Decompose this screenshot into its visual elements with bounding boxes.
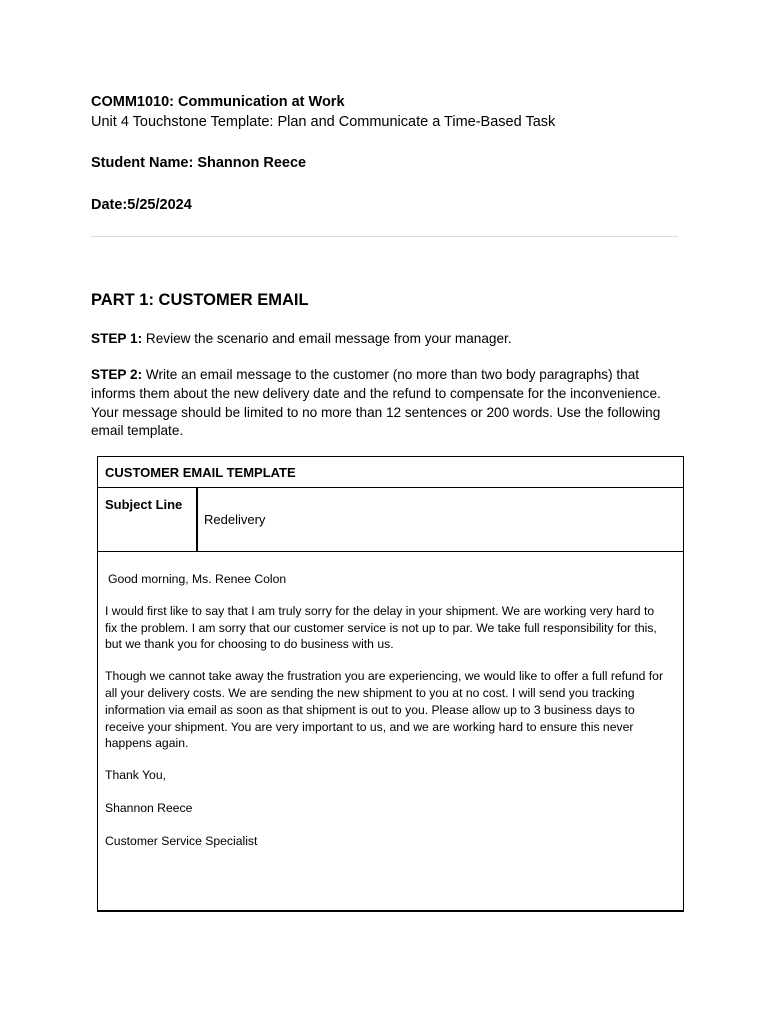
signer-title: Customer Service Specialist <box>105 833 258 848</box>
signer-name: Shannon Reece <box>105 800 193 815</box>
step-2-line: Your message should be limited to no more than 12 sentences or 200 words. Use the following <box>91 404 661 420</box>
step-1-label: STEP 1: <box>91 331 143 346</box>
part-heading: PART 1: CUSTOMER EMAIL <box>91 291 309 309</box>
step-1 <box>91 330 512 347</box>
step-2-line: informs them about the new delivery date and the refund to compensate for the inconvenience. <box>91 385 661 401</box>
template-title: CUSTOMER EMAIL TEMPLATE <box>105 465 296 480</box>
email-paragraph-2: Though we cannot take away the frustration you are experiencing, we would like to offer a full refund for all your delivery costs. We are sending the new shipment to you at no cost. I will send you tracking information via email as soon as that shipment is out to you. Please allow up to 3 business days to receive your shipment. You are very important to us, and we are working hard to ensure this never happens again. <box>105 669 664 751</box>
step-1-text: Review the scenario and email message from your manager. <box>142 331 512 346</box>
course-title: COMM1010: Communication at Work <box>91 94 345 110</box>
section-divider <box>91 236 678 237</box>
subject-value: Redelivery <box>204 512 266 527</box>
template-header-row <box>98 457 683 488</box>
student-name: Student Name: Shannon Reece <box>91 155 307 171</box>
unit-title: Unit 4 Touchstone Template: Plan and Communicate a Time-Based Task <box>91 114 556 130</box>
email-paragraph-1: I would first like to say that I am truly sorry for the delay in your shipment. We are working very hard to fix the problem. I am sorry that our customer service is not up to par. We take full responsibility for this, but we thank you for choosing to do business with us. <box>105 603 657 652</box>
email-body <box>105 571 680 850</box>
email-closing: Thank You, <box>105 768 166 783</box>
subject-label: Subject Line <box>105 497 183 512</box>
cell-divider <box>196 488 198 551</box>
subject-row <box>98 488 683 552</box>
email-greeting: Good morning, Ms. Renee Colon <box>108 572 287 586</box>
step-2-line: email template. <box>91 423 184 439</box>
submission-date: Date:5/25/2024 <box>91 197 192 213</box>
step-2-label: STEP 2: <box>91 367 143 382</box>
email-template-table <box>97 456 684 912</box>
step-2 <box>91 366 681 441</box>
step-2-line: STEP 2: Write an email message to the customer (no more than two body paragraphs) that <box>91 367 640 382</box>
